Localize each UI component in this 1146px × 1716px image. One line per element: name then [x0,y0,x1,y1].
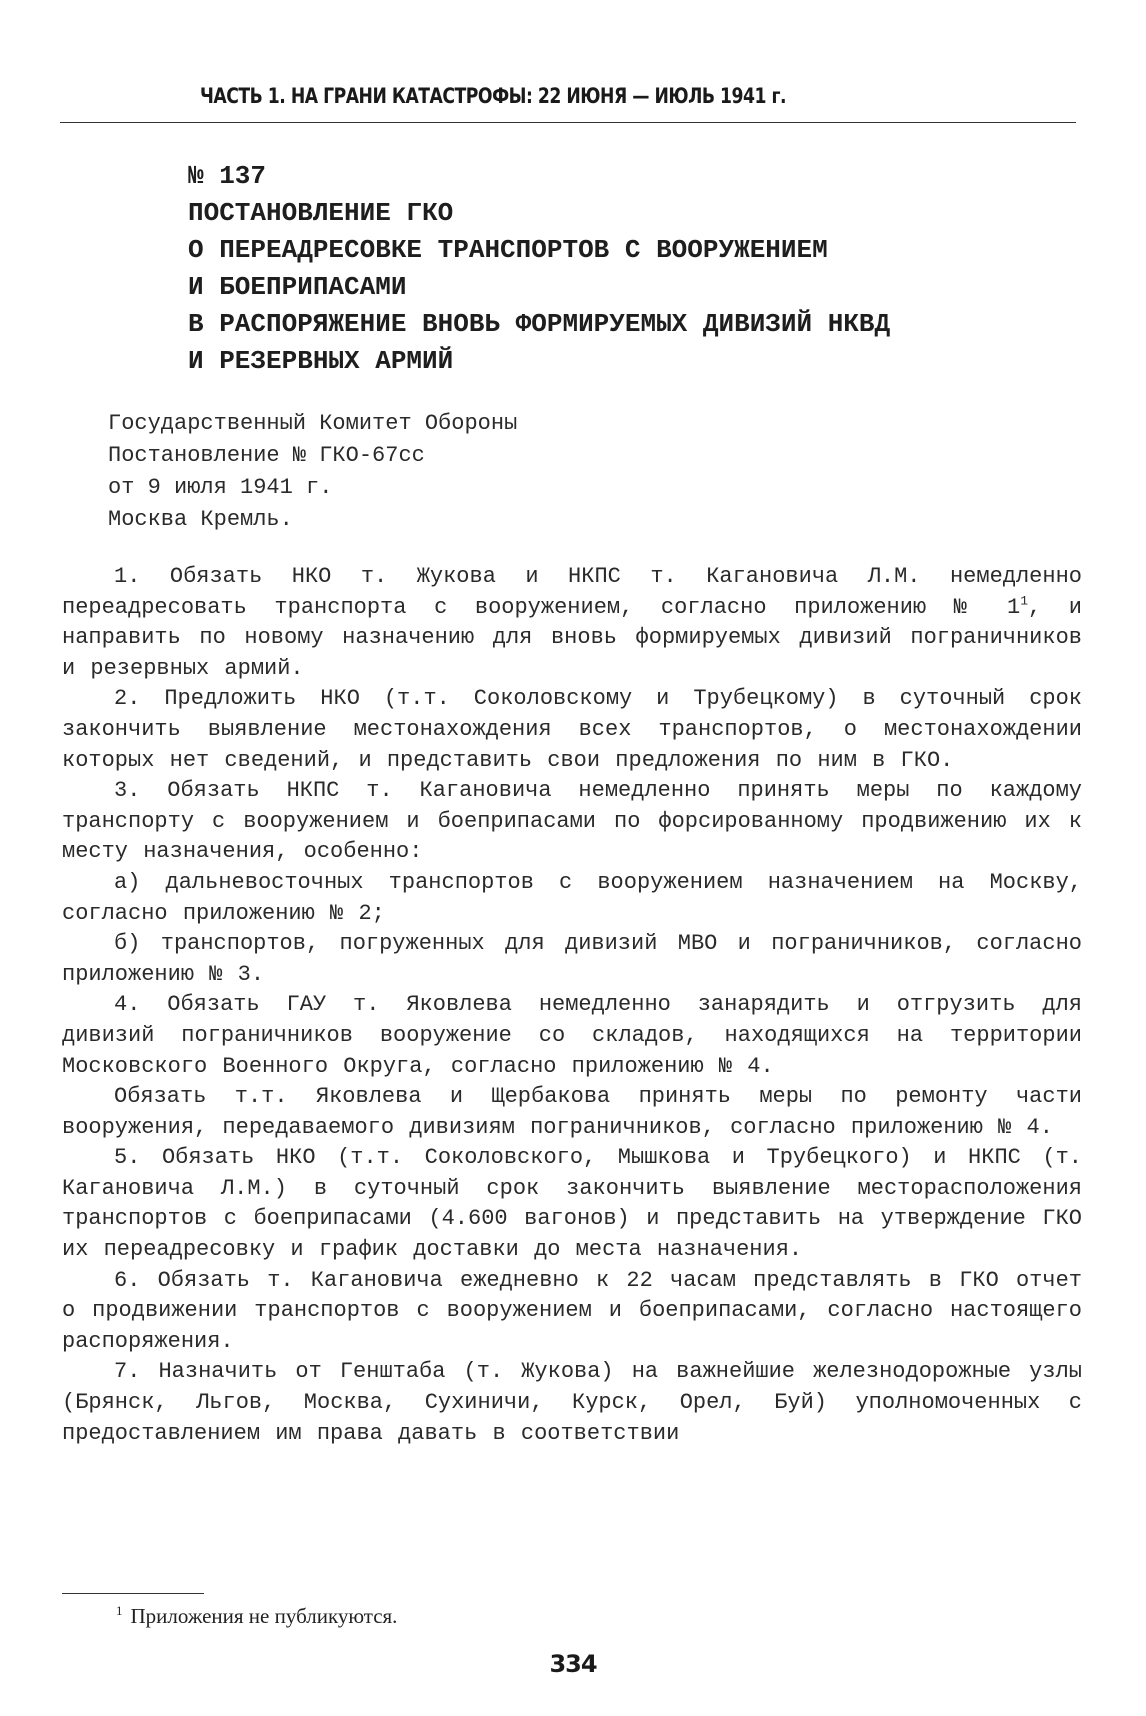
paragraph-7: 7. Назначить от Генштаба (т. Жукова) на важнейшие железнодорожные узлы (Брянск, Льгов, Москва, Сухиничи, Курск, Орел, Буй) уполномоченных с предоставлением им права давать в соответствии [62,1359,1082,1446]
header-divider [60,122,1076,123]
decree-number: Постановление № ГКО-67сс [108,443,425,468]
document-number: № 137 [188,161,267,191]
footnote-divider [62,1593,204,1594]
paragraph-1-rest: , и направить по новому назначению для вновь формируемых дивизий пограничников и резервных армий. [62,594,1083,681]
document-meta [108,408,517,536]
issuer: Государственный Комитет Обороны [108,411,518,436]
page-number: 334 [549,1650,597,1678]
title-line: О ПЕРЕАДРЕСОВКЕ ТРАНСПОРТОВ С ВООРУЖЕНИЕМ [188,235,828,265]
footnote [116,1603,397,1629]
paragraph-6: 6. Обязать т. Кагановича ежедневно к 22 часам представлять в ГКО отчет о продвижении транспортов с вооружением и боеприпасами, согласно настоящего распоряжения. [62,1267,1082,1354]
footnote-marker: 1 [116,1603,123,1618]
title-line: И РЕЗЕРВНЫХ АРМИЙ [188,346,454,376]
paragraph-4: 4. Обязать ГАУ т. Яковлева немедленно занарядить и отгрузить для дивизий пограничников вооружение со складов, находящихся на территории Московского Военного Округа, согласно приложению № 4. [62,992,1082,1079]
running-head: ЧАСТЬ 1. НА ГРАНИ КАТАСТРОФЫ: 22 ИЮНЯ — ИЮЛЬ 1941 г. [200,84,787,108]
paragraph-3: 3. Обязать НКПС т. Кагановича немедленно принять меры по каждому транспорту с вооружением и боеприпасами по форсированному продвижению их к месту назначения, особенно: [62,778,1082,865]
paragraph-3b: б) транспортов, погруженных для дивизий МВО и пограничников, согласно приложению № 3. [62,931,1082,987]
decree-date: от 9 июля 1941 г. [108,475,333,500]
footnote-text: Приложения не публикуются. [130,1604,398,1628]
document-body [62,562,1082,1449]
document-title [188,158,890,380]
paragraph-3a: а) дальневосточных транспортов с вооружением назначением на Москву, согласно приложению № 2; [62,869,1082,926]
title-line: В РАСПОРЯЖЕНИЕ ВНОВЬ ФОРМИРУЕМЫХ ДИВИЗИЙ НКВД [188,309,891,339]
paragraph-2: 2. Предложить НКО (т.т. Соколовскому и Трубецкому) в суточный срок закончить выявление местонахождения всех транспортов, о местонахождении которых нет сведений, и представить свои предложения по ним в ГКО. [62,686,1082,773]
footnote-ref: 1 [1020,593,1028,609]
paragraph-1 [62,562,1082,684]
paragraph-1-text: 1. Обязать НКО т. Жукова и НКПС т. Кагановича Л.М. немедленно переадресовать транспорта с вооружением, согласно приложению № 1 [62,564,1082,620]
title-line: ПОСТАНОВЛЕНИЕ ГКО [188,198,454,228]
decree-place: Москва Кремль. [108,507,293,532]
paragraph-5: 5. Обязать НКО (т.т. Соколовского, Мышкова и Трубецкого) и НКПС (т. Кагановича Л.М.) в суточный срок закончить выявление месторасположения транспортов с боеприпасами (4.600 вагонов) и представить на утверждение ГКО их переадресовку и график доставки до места назначения. [62,1145,1082,1263]
paragraph-4b: Обязать т.т. Яковлева и Щербакова принять меры по ремонту части вооружения, передаваемого дивизиям пограничников, согласно приложению № 4. [62,1084,1082,1140]
title-line: И БОЕПРИПАСАМИ [188,272,407,302]
